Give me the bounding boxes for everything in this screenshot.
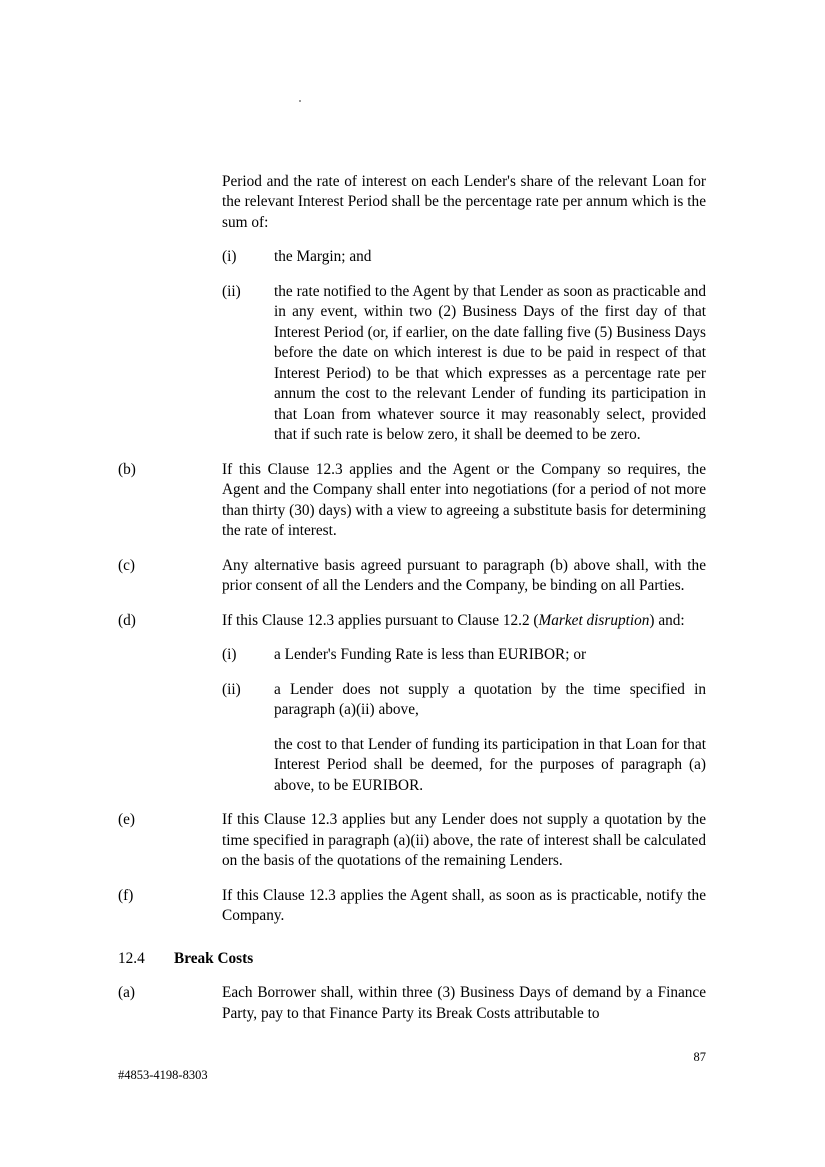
clause-d-text-after: ) and: <box>649 611 685 629</box>
clause-b <box>118 460 706 542</box>
list-item <box>118 645 706 665</box>
clause-marker: (b) <box>118 460 136 478</box>
list-item <box>118 680 706 721</box>
clause-d-italic-reference: Market disruption <box>538 611 650 629</box>
section-heading <box>118 949 706 969</box>
document-reference: #4853-4198-8303 <box>118 1068 208 1082</box>
clause-marker: (a) <box>118 984 135 1002</box>
clause-f <box>118 886 706 927</box>
list-item-text: a Lender's Funding Rate is less than EURIBOR; or <box>274 646 587 664</box>
clause-text: If this Clause 12.3 applies and the Agent or the Company so requires, the Agent and the Company shall enter into negotiations (for a period of not more than thirty (30) days) with a view to agreeing a substitute basis for determining the rate of interest. <box>222 460 706 540</box>
section-title: Break Costs <box>174 949 254 967</box>
clause-marker: (f) <box>118 886 134 904</box>
clause-d-text-before: If this Clause 12.3 applies pursuant to Clause 12.2 ( <box>222 611 539 629</box>
list-item <box>118 282 706 446</box>
clause-marker: (c) <box>118 556 135 574</box>
clause-text: Any alternative basis agreed pursuant to paragraph (b) above shall, with the prior consent of all the Lenders and the Company, be binding on all Parties. <box>222 556 706 595</box>
stray-mark <box>299 100 301 102</box>
list-item-text: a Lender does not supply a quotation by the time specified in paragraph (a)(ii) above, <box>274 680 706 719</box>
list-marker: (i) <box>222 248 237 266</box>
clause-marker: (d) <box>118 611 136 629</box>
list-item-text: the rate notified to the Agent by that Lender as soon as practicable and in any event, within two (2) Business Days of the first day of that Interest Period (or, if earlier, on the date falling five (5) Business Days before the date on which interest is due to be paid in respect of that Interest Period) to be that which expresses as a percentage rate per annum the cost to the relevant Lender of funding its participation in that Loan from whatever source it may reasonably select, provided that if such rate is below zero, it shall be deemed to be zero. <box>274 282 706 444</box>
section-number: 12.4 <box>118 949 145 967</box>
lead-paragraph-text: Period and the rate of interest on each Lender's share of the relevant Loan for the relevant Interest Period shall be the percentage rate per annum which is the sum of: <box>222 173 706 231</box>
clause-12-4-a <box>118 983 706 1024</box>
clause-text: Each Borrower shall, within three (3) Business Days of demand by a Finance Party, pay to that Finance Party its Break Costs attributable to <box>222 984 706 1022</box>
clause-c <box>118 556 706 597</box>
clause-d <box>118 611 706 631</box>
lead-paragraph <box>118 172 706 233</box>
clause-text: If this Clause 12.3 applies the Agent shall, as soon as is practicable, notify the Company. <box>222 886 706 925</box>
list-marker: (i) <box>222 646 237 664</box>
clause-d-continuation <box>118 735 706 796</box>
list-item-text: the Margin; and <box>274 248 372 266</box>
list-marker: (ii) <box>222 680 241 698</box>
clause-e <box>118 810 706 871</box>
clause-text: If this Clause 12.3 applies but any Lender does not supply a quotation by the time specified in paragraph (a)(ii) above, the rate of interest shall be calculated on the basis of the quotations of the remaining Lenders. <box>222 811 706 870</box>
list-item <box>118 247 706 267</box>
clause-marker: (e) <box>118 811 135 829</box>
document-body <box>118 172 706 1024</box>
clause-text <box>222 611 706 631</box>
clause-d-continuation-text: the cost to that Lender of funding its participation in that Loan for that Interest Period shall be deemed, for the purposes of paragraph (a) above, to be EURIBOR. <box>274 735 706 794</box>
list-marker: (ii) <box>222 282 241 300</box>
page-number: 87 <box>693 1050 706 1064</box>
